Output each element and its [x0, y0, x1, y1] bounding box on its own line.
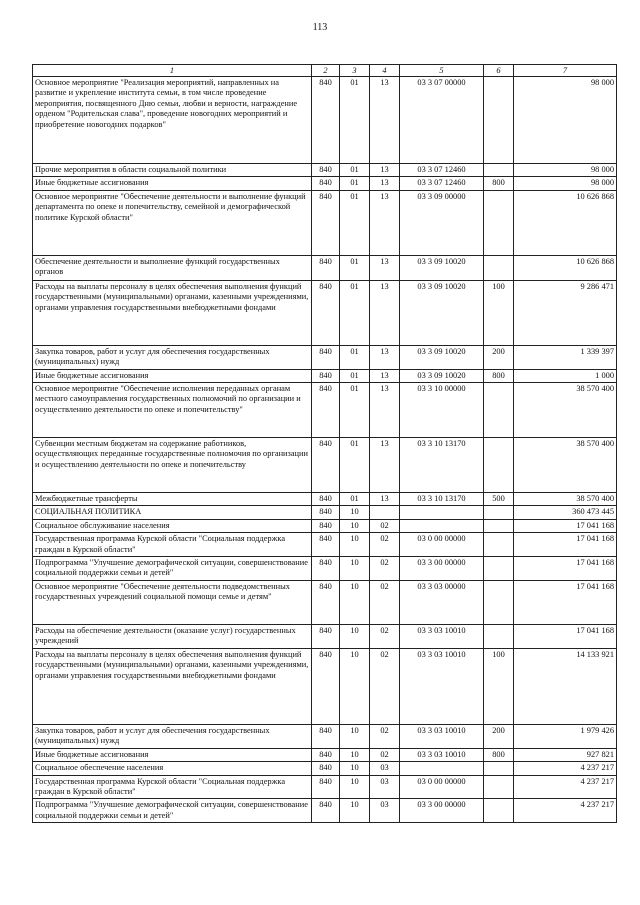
item-name-cell: Основное мероприятие "Обеспечение деятельности и выполнение функций департамента по опеке и попечительству, семейной и демографической политике Курской области"	[33, 190, 312, 255]
item-name-cell: Государственная программа Курской области "Социальная поддержка граждан в Курской области"	[33, 533, 312, 557]
subsection-cell: 13	[370, 164, 400, 177]
table-row	[33, 533, 617, 557]
target-article-cell: 03 3 10 13170	[400, 493, 484, 506]
grbs-cell: 840	[312, 724, 340, 748]
subsection-cell: 13	[370, 77, 400, 164]
expense-type-cell	[484, 557, 514, 581]
item-name-cell: Расходы на выплаты персоналу в целях обеспечения выполнения функций государственными (муниципальными) органами, казенными учреждениями, органами управления государственными внебюджетными фондами	[33, 280, 312, 345]
section-cell: 01	[340, 345, 370, 369]
amount-cell: 17 041 168	[514, 557, 617, 581]
item-name-cell: Государственная программа Курской области "Социальная поддержка граждан в Курской области"	[33, 775, 312, 799]
target-article-cell: 03 3 09 00000	[400, 190, 484, 255]
target-article-cell: 03 3 09 10020	[400, 369, 484, 382]
header-cell: 7	[514, 65, 617, 77]
grbs-cell: 840	[312, 493, 340, 506]
expense-type-cell	[484, 775, 514, 799]
section-cell: 01	[340, 369, 370, 382]
amount-cell: 38 570 400	[514, 493, 617, 506]
table-row	[33, 724, 617, 748]
subsection-cell: 13	[370, 369, 400, 382]
section-cell: 10	[340, 580, 370, 624]
grbs-cell: 840	[312, 748, 340, 761]
expense-type-cell	[484, 762, 514, 775]
expense-type-cell	[484, 799, 514, 823]
amount-cell: 17 041 168	[514, 533, 617, 557]
grbs-cell: 840	[312, 762, 340, 775]
item-name-cell: Основное мероприятие "Обеспечение деятельности подведомственных государственных учреждений социальной помощи семье и детям"	[33, 580, 312, 624]
target-article-cell: 03 3 07 00000	[400, 77, 484, 164]
header-cell: 4	[370, 65, 400, 77]
table-row	[33, 506, 617, 519]
amount-cell: 927 821	[514, 748, 617, 761]
expense-type-cell	[484, 533, 514, 557]
grbs-cell: 840	[312, 255, 340, 280]
grbs-cell: 840	[312, 383, 340, 438]
amount-cell: 98 000	[514, 164, 617, 177]
item-name-cell: Иные бюджетные ассигнования	[33, 369, 312, 382]
subsection-cell: 13	[370, 493, 400, 506]
amount-cell: 98 000	[514, 77, 617, 164]
item-name-cell: Расходы на выплаты персоналу в целях обеспечения выполнения функций государственными (муниципальными) органами, казенными учреждениями, органами управления государственными внебюджетными фондами	[33, 648, 312, 724]
section-cell: 01	[340, 255, 370, 280]
grbs-cell: 840	[312, 648, 340, 724]
section-cell: 10	[340, 648, 370, 724]
expense-type-cell	[484, 624, 514, 648]
section-cell: 10	[340, 762, 370, 775]
grbs-cell: 840	[312, 519, 340, 532]
grbs-cell: 840	[312, 77, 340, 164]
amount-cell: 38 570 400	[514, 383, 617, 438]
subsection-cell: 03	[370, 799, 400, 823]
table-row	[33, 177, 617, 190]
header-cell: 2	[312, 65, 340, 77]
target-article-cell	[400, 519, 484, 532]
section-cell: 10	[340, 775, 370, 799]
subsection-cell: 13	[370, 383, 400, 438]
expense-type-cell: 500	[484, 493, 514, 506]
table-row	[33, 775, 617, 799]
expense-type-cell: 200	[484, 345, 514, 369]
subsection-cell: 02	[370, 557, 400, 581]
item-name-cell: Иные бюджетные ассигнования	[33, 748, 312, 761]
grbs-cell: 840	[312, 580, 340, 624]
target-article-cell: 03 3 03 10010	[400, 748, 484, 761]
amount-cell: 10 626 868	[514, 190, 617, 255]
header-cell: 6	[484, 65, 514, 77]
page-number: 113	[312, 22, 328, 33]
section-cell: 10	[340, 748, 370, 761]
section-cell: 01	[340, 383, 370, 438]
header-cell: 1	[33, 65, 312, 77]
table-row	[33, 493, 617, 506]
section-cell: 01	[340, 493, 370, 506]
grbs-cell: 840	[312, 190, 340, 255]
expense-type-cell: 100	[484, 280, 514, 345]
target-article-cell: 03 3 03 10010	[400, 624, 484, 648]
table-row	[33, 369, 617, 382]
target-article-cell: 03 3 03 10010	[400, 724, 484, 748]
table-row	[33, 190, 617, 255]
amount-cell: 98 000	[514, 177, 617, 190]
item-name-cell: Закупка товаров, работ и услуг для обеспечения государственных (муниципальных) нужд	[33, 724, 312, 748]
budget-table	[32, 64, 617, 823]
amount-cell: 17 041 168	[514, 519, 617, 532]
target-article-cell: 03 3 09 10020	[400, 255, 484, 280]
subsection-cell: 02	[370, 580, 400, 624]
subsection-cell: 13	[370, 190, 400, 255]
section-cell: 01	[340, 280, 370, 345]
section-cell: 01	[340, 190, 370, 255]
subsection-cell: 02	[370, 748, 400, 761]
table-row	[33, 580, 617, 624]
grbs-cell: 840	[312, 506, 340, 519]
expense-type-cell	[484, 506, 514, 519]
target-article-cell: 03 0 00 00000	[400, 775, 484, 799]
grbs-cell: 840	[312, 369, 340, 382]
amount-cell: 4 237 217	[514, 799, 617, 823]
subsection-cell: 13	[370, 255, 400, 280]
table-row	[33, 77, 617, 164]
amount-cell: 1 979 426	[514, 724, 617, 748]
amount-cell: 38 570 400	[514, 438, 617, 493]
grbs-cell: 840	[312, 280, 340, 345]
target-article-cell	[400, 506, 484, 519]
table-row	[33, 648, 617, 724]
expense-type-cell	[484, 190, 514, 255]
expense-type-cell	[484, 519, 514, 532]
item-name-cell: СОЦИАЛЬНАЯ ПОЛИТИКА	[33, 506, 312, 519]
table-row	[33, 557, 617, 581]
amount-cell: 9 286 471	[514, 280, 617, 345]
header-cell: 5	[400, 65, 484, 77]
target-article-cell: 03 3 09 10020	[400, 345, 484, 369]
table-row	[33, 164, 617, 177]
table-header-row	[33, 65, 617, 77]
subsection-cell: 02	[370, 724, 400, 748]
amount-cell: 4 237 217	[514, 762, 617, 775]
subsection-cell: 02	[370, 519, 400, 532]
item-name-cell: Субвенции местным бюджетам на содержание работников, осуществляющих переданные государственные полномочия по организации и осуществлению деятельности по опеке и попечительству	[33, 438, 312, 493]
expense-type-cell	[484, 580, 514, 624]
table-row	[33, 345, 617, 369]
table-row	[33, 438, 617, 493]
expense-type-cell: 200	[484, 724, 514, 748]
section-cell: 01	[340, 177, 370, 190]
grbs-cell: 840	[312, 438, 340, 493]
table-row	[33, 383, 617, 438]
target-article-cell: 03 3 10 13170	[400, 438, 484, 493]
amount-cell: 1 000	[514, 369, 617, 382]
subsection-cell: 13	[370, 280, 400, 345]
grbs-cell: 840	[312, 799, 340, 823]
expense-type-cell: 800	[484, 177, 514, 190]
section-cell: 01	[340, 164, 370, 177]
expense-type-cell: 800	[484, 748, 514, 761]
subsection-cell: 03	[370, 775, 400, 799]
expense-type-cell	[484, 383, 514, 438]
subsection-cell: 13	[370, 345, 400, 369]
subsection-cell: 13	[370, 438, 400, 493]
target-article-cell: 03 0 00 00000	[400, 533, 484, 557]
amount-cell: 4 237 217	[514, 775, 617, 799]
target-article-cell: 03 3 07 12460	[400, 164, 484, 177]
amount-cell: 17 041 168	[514, 580, 617, 624]
expense-type-cell	[484, 438, 514, 493]
section-cell: 10	[340, 799, 370, 823]
grbs-cell: 840	[312, 775, 340, 799]
item-name-cell: Основное мероприятие "Обеспечение исполнения переданных органам местного самоуправления государственных полномочий по организации и осуществлению деятельности по опеке и попечительству"	[33, 383, 312, 438]
item-name-cell: Социальное обеспечение населения	[33, 762, 312, 775]
expense-type-cell	[484, 255, 514, 280]
grbs-cell: 840	[312, 164, 340, 177]
target-article-cell: 03 3 07 12460	[400, 177, 484, 190]
item-name-cell: Расходы на обеспечение деятельности (оказание услуг) государственных учреждений	[33, 624, 312, 648]
grbs-cell: 840	[312, 345, 340, 369]
target-article-cell: 03 3 00 00000	[400, 799, 484, 823]
subsection-cell: 13	[370, 177, 400, 190]
header-cell: 3	[340, 65, 370, 77]
grbs-cell: 840	[312, 533, 340, 557]
table-row	[33, 280, 617, 345]
grbs-cell: 840	[312, 557, 340, 581]
table-row	[33, 624, 617, 648]
amount-cell: 14 133 921	[514, 648, 617, 724]
item-name-cell: Закупка товаров, работ и услуг для обеспечения государственных (муниципальных) нужд	[33, 345, 312, 369]
subsection-cell: 02	[370, 624, 400, 648]
item-name-cell: Подпрограмма "Улучшение демографической ситуации, совершенствование социальной поддержки семьи и детей"	[33, 799, 312, 823]
section-cell: 10	[340, 519, 370, 532]
item-name-cell: Основное мероприятие "Реализация мероприятий, направленных на развитие и укрепление института семьи, в том числе проведение мероприятия, посвященного Дню семьи, любви и верности, награждение орденом "Родительская слава", проведение новогодних мероприятий и приобретение новогодних подарков"	[33, 77, 312, 164]
subsection-cell: 02	[370, 533, 400, 557]
section-cell: 10	[340, 724, 370, 748]
subsection-cell	[370, 506, 400, 519]
target-article-cell: 03 3 00 00000	[400, 557, 484, 581]
table-row	[33, 519, 617, 532]
item-name-cell: Социальное обслуживание населения	[33, 519, 312, 532]
section-cell: 10	[340, 557, 370, 581]
item-name-cell: Прочие мероприятия в области социальной политики	[33, 164, 312, 177]
table-row	[33, 762, 617, 775]
section-cell: 01	[340, 77, 370, 164]
amount-cell: 360 473 445	[514, 506, 617, 519]
amount-cell: 10 626 868	[514, 255, 617, 280]
section-cell: 10	[340, 533, 370, 557]
table-row	[33, 748, 617, 761]
section-cell: 01	[340, 438, 370, 493]
item-name-cell: Подпрограмма "Улучшение демографической ситуации, совершенствование социальной поддержки семьи и детей"	[33, 557, 312, 581]
table-row	[33, 799, 617, 823]
amount-cell: 1 339 397	[514, 345, 617, 369]
table-row	[33, 255, 617, 280]
subsection-cell: 03	[370, 762, 400, 775]
expense-type-cell: 100	[484, 648, 514, 724]
section-cell: 10	[340, 506, 370, 519]
target-article-cell: 03 3 09 10020	[400, 280, 484, 345]
expense-type-cell	[484, 164, 514, 177]
item-name-cell: Иные бюджетные ассигнования	[33, 177, 312, 190]
subsection-cell: 02	[370, 648, 400, 724]
grbs-cell: 840	[312, 177, 340, 190]
expense-type-cell: 800	[484, 369, 514, 382]
budget-table-body	[33, 65, 617, 823]
target-article-cell	[400, 762, 484, 775]
target-article-cell: 03 3 03 00000	[400, 580, 484, 624]
grbs-cell: 840	[312, 624, 340, 648]
amount-cell: 17 041 168	[514, 624, 617, 648]
section-cell: 10	[340, 624, 370, 648]
target-article-cell: 03 3 03 10010	[400, 648, 484, 724]
expense-type-cell	[484, 77, 514, 164]
item-name-cell: Межбюджетные трансферты	[33, 493, 312, 506]
item-name-cell: Обеспечение деятельности и выполнение функций государственных органов	[33, 255, 312, 280]
target-article-cell: 03 3 10 00000	[400, 383, 484, 438]
